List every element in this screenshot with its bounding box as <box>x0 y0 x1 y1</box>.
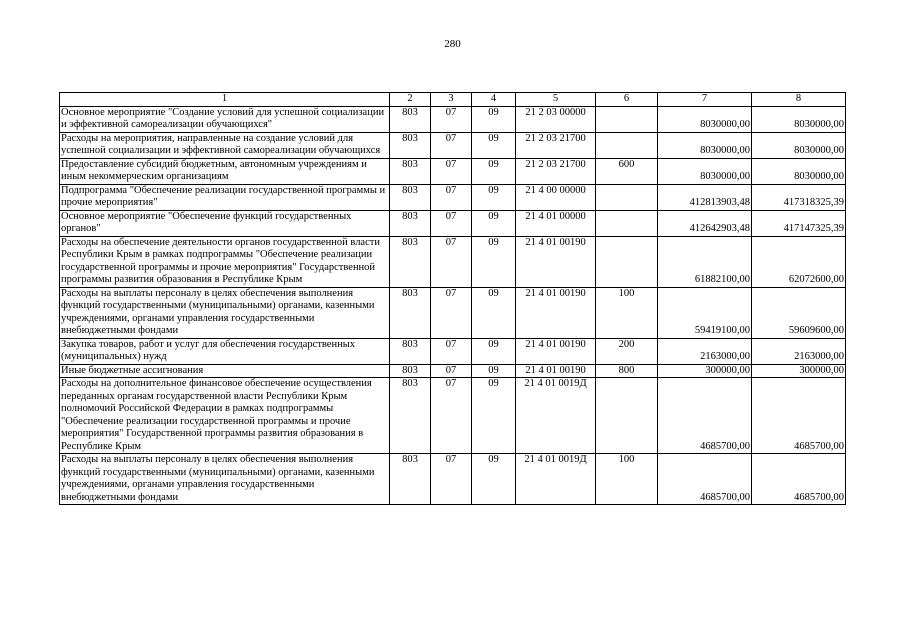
cell-amount-col7: 59419100,00 <box>658 287 752 338</box>
cell-expense-type: 600 <box>596 158 658 184</box>
cell-section: 07 <box>431 106 472 132</box>
cell-ministry: 803 <box>390 364 431 378</box>
page-number: 280 <box>444 38 461 50</box>
cell-expense-type: 800 <box>596 364 658 378</box>
table-row <box>60 287 846 338</box>
cell-ministry: 803 <box>390 378 431 454</box>
cell-section: 07 <box>431 236 472 287</box>
cell-amount-col8: 417147325,39 <box>752 210 846 236</box>
cell-target-code: 21 4 01 00190 <box>516 236 596 287</box>
cell-amount-col7: 300000,00 <box>658 364 752 378</box>
cell-subsection: 09 <box>472 378 516 454</box>
row-name: Расходы на выплаты персоналу в целях обеспечения выполнения функций государственными (муниципальными) органами, казенными учреждениями, органами управления государственными внебюджетными фондами <box>60 287 390 338</box>
cell-amount-col8: 8030000,00 <box>752 132 846 158</box>
cell-target-code: 21 4 01 00000 <box>516 210 596 236</box>
cell-target-code: 21 2 03 21700 <box>516 132 596 158</box>
cell-section: 07 <box>431 378 472 454</box>
cell-amount-col8: 4685700,00 <box>752 454 846 505</box>
cell-amount-col8: 2163000,00 <box>752 338 846 364</box>
row-name: Иные бюджетные ассигнования <box>60 364 390 378</box>
cell-amount-col7: 2163000,00 <box>658 338 752 364</box>
cell-subsection: 09 <box>472 158 516 184</box>
table-row <box>60 158 846 184</box>
cell-expense-type <box>596 236 658 287</box>
header-cell: 8 <box>752 93 846 107</box>
budget-table <box>59 92 846 505</box>
cell-subsection: 09 <box>472 106 516 132</box>
header-row <box>60 93 846 107</box>
cell-expense-type <box>596 132 658 158</box>
table-row <box>60 106 846 132</box>
row-name: Закупка товаров, работ и услуг для обеспечения государственных (муниципальных) нужд <box>60 338 390 364</box>
cell-amount-col7: 4685700,00 <box>658 378 752 454</box>
cell-section: 07 <box>431 287 472 338</box>
table-row <box>60 184 846 210</box>
cell-ministry: 803 <box>390 236 431 287</box>
cell-amount-col7: 8030000,00 <box>658 158 752 184</box>
cell-ministry: 803 <box>390 106 431 132</box>
header-cell: 4 <box>472 93 516 107</box>
cell-amount-col7: 8030000,00 <box>658 132 752 158</box>
cell-ministry: 803 <box>390 287 431 338</box>
cell-subsection: 09 <box>472 287 516 338</box>
cell-expense-type <box>596 184 658 210</box>
cell-amount-col8: 4685700,00 <box>752 378 846 454</box>
cell-section: 07 <box>431 454 472 505</box>
cell-expense-type: 100 <box>596 454 658 505</box>
cell-target-code: 21 4 01 0019Д <box>516 454 596 505</box>
cell-section: 07 <box>431 184 472 210</box>
cell-subsection: 09 <box>472 454 516 505</box>
cell-subsection: 09 <box>472 364 516 378</box>
row-name: Предоставление субсидий бюджетным, автономным учреждениям и иным некоммерческим организациям <box>60 158 390 184</box>
header-cell: 1 <box>60 93 390 107</box>
cell-target-code: 21 4 01 00190 <box>516 287 596 338</box>
header-cell: 7 <box>658 93 752 107</box>
table-row <box>60 338 846 364</box>
row-name: Расходы на обеспечение деятельности органов государственной власти Республики Крым в рамках подпрограммы "Обеспечение реализации государственной программы и прочие мероприятия" Государственной программы развития образования в Республике Крым <box>60 236 390 287</box>
cell-target-code: 21 4 00 00000 <box>516 184 596 210</box>
cell-amount-col7: 8030000,00 <box>658 106 752 132</box>
cell-target-code: 21 4 01 00190 <box>516 364 596 378</box>
header-cell: 6 <box>596 93 658 107</box>
cell-ministry: 803 <box>390 454 431 505</box>
table-row <box>60 378 846 454</box>
cell-target-code: 21 2 03 21700 <box>516 158 596 184</box>
cell-target-code: 21 4 01 00190 <box>516 338 596 364</box>
cell-expense-type: 200 <box>596 338 658 364</box>
cell-subsection: 09 <box>472 236 516 287</box>
cell-subsection: 09 <box>472 184 516 210</box>
cell-expense-type: 100 <box>596 287 658 338</box>
cell-amount-col7: 412642903,48 <box>658 210 752 236</box>
row-name: Основное мероприятие "Создание условий для успешной социализации и эффективной самореализации обучающихся" <box>60 106 390 132</box>
cell-ministry: 803 <box>390 158 431 184</box>
header-cell: 3 <box>431 93 472 107</box>
header-cell: 2 <box>390 93 431 107</box>
cell-amount-col8: 300000,00 <box>752 364 846 378</box>
table-row <box>60 454 846 505</box>
row-name: Подпрограмма "Обеспечение реализации государственной программы и прочие мероприятия" <box>60 184 390 210</box>
table-row <box>60 132 846 158</box>
row-name: Расходы на выплаты персоналу в целях обеспечения выполнения функций государственными (муниципальными) органами, казенными учреждениями, органами управления государственными внебюджетными фондами <box>60 454 390 505</box>
cell-section: 07 <box>431 210 472 236</box>
cell-amount-col7: 412813903,48 <box>658 184 752 210</box>
cell-expense-type <box>596 378 658 454</box>
cell-section: 07 <box>431 338 472 364</box>
table-row <box>60 210 846 236</box>
cell-ministry: 803 <box>390 210 431 236</box>
cell-amount-col8: 59609600,00 <box>752 287 846 338</box>
cell-subsection: 09 <box>472 210 516 236</box>
cell-amount-col7: 4685700,00 <box>658 454 752 505</box>
cell-amount-col8: 8030000,00 <box>752 158 846 184</box>
cell-section: 07 <box>431 364 472 378</box>
header-cell: 5 <box>516 93 596 107</box>
cell-section: 07 <box>431 132 472 158</box>
cell-section: 07 <box>431 158 472 184</box>
table-row <box>60 236 846 287</box>
cell-expense-type <box>596 106 658 132</box>
row-name: Расходы на дополнительное финансовое обеспечение осуществления переданных органам государственной власти Республики Крым полномочий Российской Федерации в рамках подпрограммы "Обеспечение реализации государственной программы и прочие мероприятия" Государственной программы развития образования в Республике Крым <box>60 378 390 454</box>
cell-ministry: 803 <box>390 132 431 158</box>
cell-amount-col8: 8030000,00 <box>752 106 846 132</box>
cell-amount-col7: 61882100,00 <box>658 236 752 287</box>
cell-expense-type <box>596 210 658 236</box>
cell-target-code: 21 4 01 0019Д <box>516 378 596 454</box>
cell-subsection: 09 <box>472 132 516 158</box>
row-name: Расходы на мероприятия, направленные на создание условий для успешной социализации и эффективной самореализации обучающихся <box>60 132 390 158</box>
cell-subsection: 09 <box>472 338 516 364</box>
cell-amount-col8: 62072600,00 <box>752 236 846 287</box>
row-name: Основное мероприятие "Обеспечение функций государственных органов" <box>60 210 390 236</box>
table-row <box>60 364 846 378</box>
cell-target-code: 21 2 03 00000 <box>516 106 596 132</box>
cell-ministry: 803 <box>390 184 431 210</box>
cell-amount-col8: 417318325,39 <box>752 184 846 210</box>
cell-ministry: 803 <box>390 338 431 364</box>
